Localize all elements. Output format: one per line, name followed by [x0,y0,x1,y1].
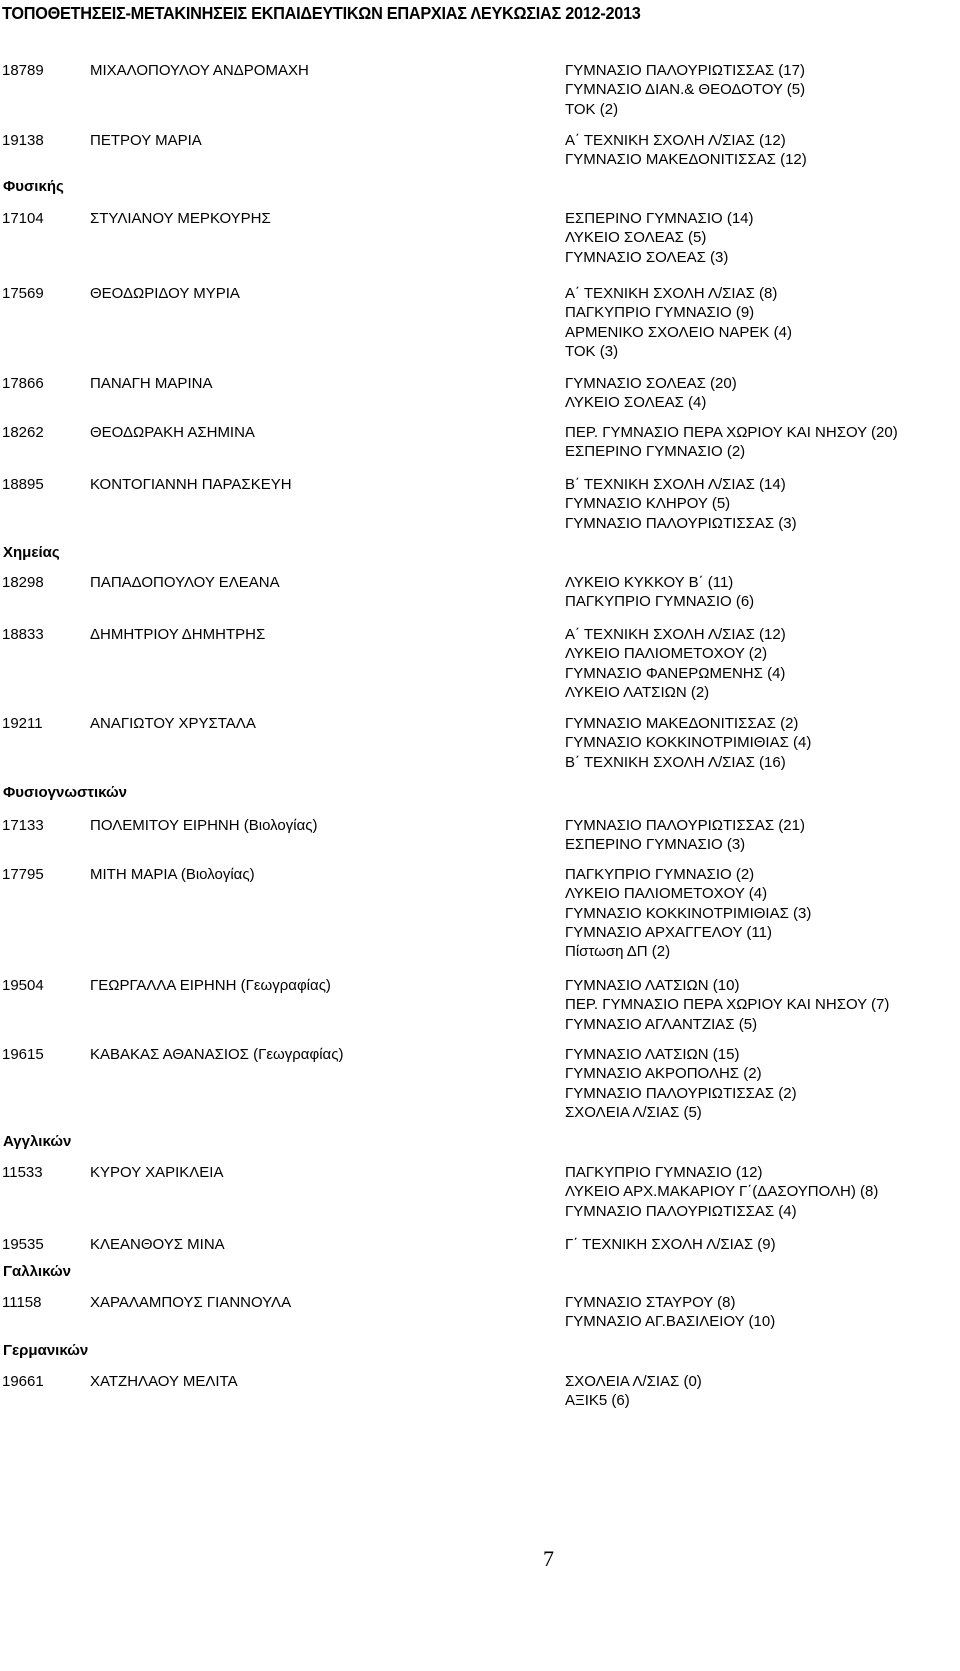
school-item: ΓΥΜΝΑΣΙΟ ΦΑΝΕΡΩΜΕΝΗΣ (4) [565,664,786,682]
school-item: ΣΧΟΛΕΙΑ Λ/ΣΙΑΣ (0) [565,1373,702,1390]
school-item: ΓΥΜΝΑΣΙΟ ΠΑΛΟΥΡΙΩΤΙΣΣΑΣ (17) [565,62,805,79]
teacher-name: ΧΑΤΖΗΛΑΟΥ ΜΕΛΙΤΑ [90,1373,238,1390]
school-list [565,1235,776,1254]
school-item: Α΄ ΤΕΧΝΙΚΗ ΣΧΟΛΗ Λ/ΣΙΑΣ (12) [565,626,786,643]
teacher-id: 19211 [2,715,43,732]
school-item: ΠΕΡ. ΓΥΜΝΑΣΙΟ ΠΕΡΑ ΧΩΡΙΟΥ ΚΑΙ ΝΗΣΟΥ (20) [565,424,898,441]
school-item: ΓΥΜΝΑΣΙΟ ΚΟΚΚΙΝΟΤΡΙΜΙΘΙΑΣ (4) [565,734,812,752]
teacher-id: 11158 [2,1294,42,1311]
section-heading: Γαλλικών [3,1263,71,1280]
school-list [565,1372,702,1411]
teacher-id: 11533 [2,1164,43,1181]
teacher-id: 17104 [2,210,44,227]
section-heading: Φυσικής [3,178,64,195]
section-heading: Χημείας [3,544,60,561]
school-item: ΛΥΚΕΙΟ ΚΥΚΚΟΥ Β΄ (11) [565,574,734,591]
school-item: ΓΥΜΝΑΣΙΟ ΜΑΚΕΔΟΝΙΤΙΣΣΑΣ (2) [565,715,799,732]
teacher-name: ΘΕΟΔΩΡΑΚΗ ΑΣΗΜΙΝΑ [90,424,255,441]
school-item: ΛΥΚΕΙΟ ΛΑΤΣΙΩΝ (2) [565,683,710,701]
school-item: Β΄ ΤΕΧΝΙΚΗ ΣΧΟΛΗ Λ/ΣΙΑΣ (14) [565,476,786,493]
teacher-id: 18895 [2,476,44,493]
school-list [565,1293,775,1332]
school-item: ΕΣΠΕΡΙΝΟ ΓΥΜΝΑΣΙΟ (3) [565,836,746,854]
school-item: ΛΥΚΕΙΟ ΑΡΧ.ΜΑΚΑΡΙΟΥ Γ΄(ΔΑΣΟΥΠΟΛΗ) (8) [565,1183,879,1201]
school-item: Πίστωση ΔΠ (2) [565,943,671,961]
teacher-name: ΧΑΡΑΛΑΜΠΟΥΣ ΓΙΑΝΝΟΥΛΑ [90,1294,292,1311]
school-item: ΓΥΜΝΑΣΙΟ ΣΤΑΥΡΟΥ (8) [565,1294,736,1311]
section-heading: Γερμανικών [3,1342,89,1359]
school-list [565,475,797,533]
school-item: ΓΥΜΝΑΣΙΟ ΠΑΛΟΥΡΙΩΤΙΣΣΑΣ (21) [565,817,805,834]
teacher-name: ΚΥΡΟΥ ΧΑΡΙΚΛΕΙΑ [90,1164,224,1181]
teacher-name: ΚΛΕΑΝΘΟΥΣ ΜΙΝΑ [90,1236,225,1253]
school-item: ΓΥΜΝΑΣΙΟ ΑΡΧΑΓΓΕΛΟΥ (11) [565,923,772,941]
teacher-id: 17133 [2,817,44,834]
teacher-name: ΜΙΤΗ ΜΑΡΙΑ (Βιολογίας) [90,866,255,883]
section-heading: Αγγλικών [3,1133,72,1150]
teacher-id: 19661 [2,1373,44,1390]
school-item: ΕΣΠΕΡΙΝΟ ΓΥΜΝΑΣΙΟ (2) [565,443,746,461]
school-item: ΓΥΜΝΑΣΙΟ ΣΟΛΕΑΣ (3) [565,248,729,266]
school-item: ΓΥΜΝΑΣΙΟ ΜΑΚΕΔΟΝΙΤΙΣΣΑΣ (12) [565,151,807,169]
teacher-name: ΘΕΟΔΩΡΙΔΟΥ ΜΥΡΙΑ [90,285,240,302]
teacher-id: 18789 [2,62,44,79]
teacher-name: ΔΗΜΗΤΡΙΟΥ ΔΗΜΗΤΡΗΣ [90,626,266,643]
teacher-id: 19138 [2,132,44,149]
school-item: ΓΥΜΝΑΣΙΟ ΔΙΑΝ.& ΘΕΟΔΟΤΟΥ (5) [565,81,806,99]
teacher-name: ΜΙΧΑΛΟΠΟΥΛΟΥ ΑΝΔΡΟΜΑΧΗ [90,62,309,79]
school-list [565,865,811,961]
school-item: ΣΧΟΛΕΙΑ Λ/ΣΙΑΣ (5) [565,1103,702,1121]
teacher-id: 18262 [2,424,44,441]
teacher-name: ΠΑΝΑΓΗ ΜΑΡΙΝΑ [90,375,213,392]
school-item: ΠΑΓΚΥΠΡΙΟ ΓΥΜΝΑΣΙΟ (12) [565,1164,763,1181]
school-item: ΛΥΚΕΙΟ ΣΟΛΕΑΣ (5) [565,229,707,247]
school-item: ΠΕΡ. ΓΥΜΝΑΣΙΟ ΠΕΡΑ ΧΩΡΙΟΥ ΚΑΙ ΝΗΣΟΥ (7) [565,996,890,1014]
school-item: ΛΥΚΕΙΟ ΠΑΛΙΟΜΕΤΟΧΟΥ (2) [565,645,768,663]
teacher-id: 19504 [2,977,44,994]
teacher-name: ΑΝΑΓΙΩΤΟΥ ΧΡΥΣΤΑΛΑ [90,715,256,732]
school-item: ΠΑΓΚΥΠΡΙΟ ΓΥΜΝΑΣΙΟ (9) [565,304,755,322]
school-item: ΓΥΜΝΑΣΙΟ ΚΟΚΚΙΝΟΤΡΙΜΙΘΙΑΣ (3) [565,904,812,922]
school-list [565,374,737,413]
school-item: ΕΣΠΕΡΙΝΟ ΓΥΜΝΑΣΙΟ (14) [565,210,754,227]
teacher-name: ΓΕΩΡΓΑΛΛΑ ΕΙΡΗΝΗ (Γεωγραφίας) [90,977,331,994]
school-item: ΓΥΜΝΑΣΙΟ ΚΛΗΡΟΥ (5) [565,495,731,513]
teacher-name: ΚΑΒΑΚΑΣ ΑΘΑΝΑΣΙΟΣ (Γεωγραφίας) [90,1046,344,1063]
teacher-id: 19615 [2,1046,44,1063]
school-item: ΓΥΜΝΑΣΙΟ ΣΟΛΕΑΣ (20) [565,375,737,392]
school-item: Β΄ ΤΕΧΝΙΚΗ ΣΧΟΛΗ Λ/ΣΙΑΣ (16) [565,753,786,771]
school-item: ΓΥΜΝΑΣΙΟ ΠΑΛΟΥΡΙΩΤΙΣΣΑΣ (2) [565,1084,797,1102]
school-item: ΤΟΚ (2) [565,100,619,118]
teacher-id: 17795 [2,866,44,883]
school-item: ΤΟΚ (3) [565,342,619,360]
document-title: ΤΟΠΟΘΕΤΗΣΕΙΣ-ΜΕΤΑΚΙΝΗΣΕΙΣ ΕΚΠΑΙΔΕΥΤΙΚΩΝ ΕΠΑΡΧΙΑΣ ΛΕΥΚΩΣΙΑΣ 2012-2013 [2,3,641,23]
school-list [565,1163,878,1221]
school-item: ΑΞΙΚ5 (6) [565,1392,630,1410]
school-list [565,816,805,855]
section-heading: Φυσιογνωστικών [3,784,127,801]
teacher-id: 18833 [2,626,44,643]
school-item: Α΄ ΤΕΧΝΙΚΗ ΣΧΟΛΗ Λ/ΣΙΑΣ (12) [565,132,786,149]
school-item: ΛΥΚΕΙΟ ΣΟΛΕΑΣ (4) [565,394,707,412]
school-item: ΓΥΜΝΑΣΙΟ ΠΑΛΟΥΡΙΩΤΙΣΣΑΣ (3) [565,514,797,532]
school-list [565,976,889,1034]
school-list [565,573,754,612]
teacher-name: ΣΤΥΛΙΑΝΟΥ ΜΕΡΚΟΥΡΗΣ [90,210,271,227]
teacher-name: ΚΟΝΤΟΓΙΑΝΝΗ ΠΑΡΑΣΚΕΥΗ [90,476,292,493]
school-list [565,714,811,772]
school-item: ΠΑΓΚΥΠΡΙΟ ΓΥΜΝΑΣΙΟ (2) [565,866,755,883]
page-number: 7 [543,1546,554,1571]
teacher-name: ΠΕΤΡΟΥ ΜΑΡΙΑ [90,132,202,149]
school-list [565,625,786,702]
school-item: Γ΄ ΤΕΧΝΙΚΗ ΣΧΟΛΗ Λ/ΣΙΑΣ (9) [565,1236,776,1253]
teacher-name: ΠΟΛΕΜΙΤΟΥ ΕΙΡΗΝΗ (Βιολογίας) [90,817,318,834]
school-item: ΓΥΜΝΑΣΙΟ ΛΑΤΣΙΩΝ (15) [565,1046,740,1063]
school-list [565,423,898,462]
school-item: ΓΥΜΝΑΣΙΟ ΑΓΛΑΝΤΖΙΑΣ (5) [565,1015,758,1033]
school-item: ΓΥΜΝΑΣΙΟ ΑΚΡΟΠΟΛΗΣ (2) [565,1065,762,1083]
school-list [565,284,792,361]
school-item: ΠΑΓΚΥΠΡΙΟ ΓΥΜΝΑΣΙΟ (6) [565,593,755,611]
school-item: ΓΥΜΝΑΣΙΟ ΛΑΤΣΙΩΝ (10) [565,977,740,994]
school-item: ΓΥΜΝΑΣΙΟ ΑΓ.ΒΑΣΙΛΕΙΟΥ (10) [565,1313,776,1331]
school-list [565,209,754,267]
teacher-id: 17866 [2,375,44,392]
school-list [565,131,807,170]
school-list [565,61,805,119]
teacher-id: 17569 [2,285,44,302]
teacher-name: ΠΑΠΑΔΟΠΟΥΛΟΥ ΕΛΕΑΝΑ [90,574,280,591]
school-item: ΛΥΚΕΙΟ ΠΑΛΙΟΜΕΤΟΧΟΥ (4) [565,885,768,903]
teacher-id: 18298 [2,574,44,591]
school-item: ΑΡΜΕΝΙΚΟ ΣΧΟΛΕΙΟ ΝΑΡΕΚ (4) [565,323,792,341]
school-item: Α΄ ΤΕΧΝΙΚΗ ΣΧΟΛΗ Λ/ΣΙΑΣ (8) [565,285,778,302]
school-list [565,1045,797,1122]
teacher-id: 19535 [2,1236,44,1253]
school-item: ΓΥΜΝΑΣΙΟ ΠΑΛΟΥΡΙΩΤΙΣΣΑΣ (4) [565,1202,797,1220]
